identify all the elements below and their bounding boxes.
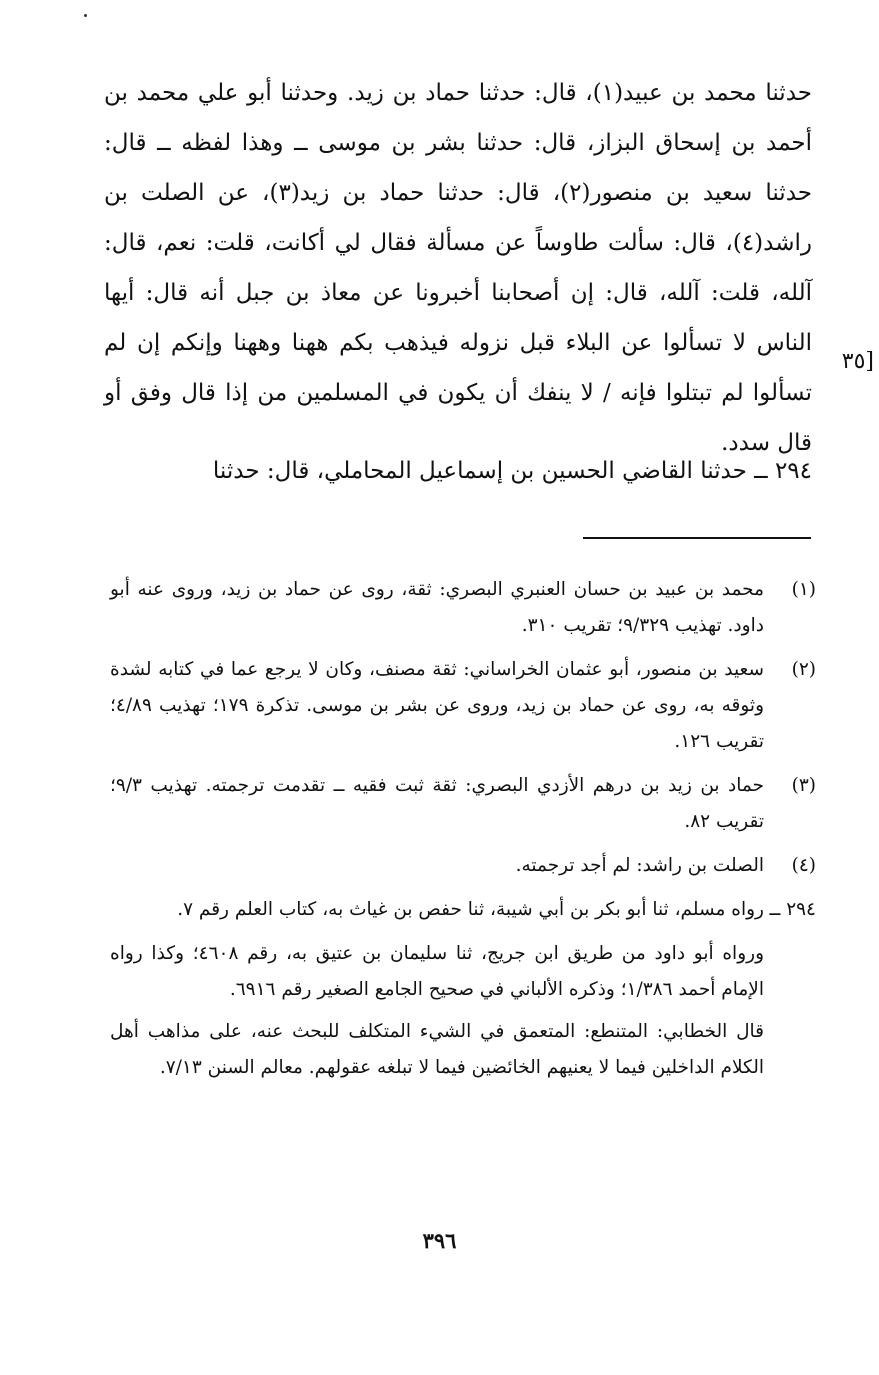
footnote-number: (٣) bbox=[791, 775, 816, 796]
manuscript-folio-marker: [٣٥ bbox=[841, 349, 874, 374]
scan-speck bbox=[84, 14, 87, 17]
footnote-294-continuation-1: ورواه أبو داود من طريق ابن جريج، ثنا سليمان بن عتيق به، رقم ٤٦٠٨؛ وكذا رواه الإمام أحمد ١/٣٨٦؛ وذكره الألباني في صحيح الجامع الصغير رقم ٦٩١٦. bbox=[110, 943, 764, 1000]
footnote-text: سعيد بن منصور، أبو عثمان الخراساني: ثقة مصنف، وكان لا يرجع عما في كتابه لشدة وثوقه به، روى عن حماد بن زيد، وروى عن بشر بن موسى. تذكرة ١٧٩؛ تهذيب ٤/٨٩؛ تقريب ١٢٦. bbox=[110, 659, 764, 752]
footnote-294-continuation-2: قال الخطابي: المتنطع: المتعمق في الشيء المتكلف للبحث عنه، على مذاهب أهل الكلام الداخلين فيما لا يعنيهم الخائضين فيما لا تبلغه عقولهم. معالم السنن ٧/١٣. bbox=[110, 1021, 764, 1078]
footnote-text: محمد بن عبيد بن حسان العنبري البصري: ثقة، روى عن حماد بن زيد، وروى عنه أبو داود. تهذيب ٩/٣٢٩؛ تقريب ٣١٠. bbox=[110, 579, 764, 636]
footnote-3 bbox=[110, 768, 816, 840]
main-text-block bbox=[104, 68, 812, 468]
footnote-text: الصلت بن راشد: لم أجد ترجمته. bbox=[515, 855, 764, 876]
footnote-number: (٢) bbox=[791, 659, 816, 680]
footnote-4 bbox=[110, 848, 816, 884]
main-paragraph: حدثنا محمد بن عبيد(١)، قال: حدثنا حماد بن زيد. وحدثنا أبو علي محمد بن أحمد بن إسحاق البزاز، قال: حدثنا بشر بن موسى ــ وهذا لفظه ــ قال: حدثنا سعيد بن منصور(٢)، قال: حدثنا حماد بن زيد(٣)، عن الصلت بن راشد(٤)، قال: سألت طاوساً عن مسألة فقال لي أكانت، قلت: نعم، قال: آلله، قلت: آلله، قال: إن أصحابنا أخبرونا عن معاذ بن جبل أنه قال: أيها الناس لا تسألوا عن البلاء قبل نزوله فيذهب بكم ههنا وههنا وإنكم إن لم تسألوا لم تبتلوا فإنه / لا ينفك أن يكون في المسلمين من إذا قال وفق أو قال سدد. bbox=[104, 80, 812, 456]
footnote-number: (٤) bbox=[791, 855, 816, 876]
footnote-number: (١) bbox=[791, 579, 816, 600]
page-number: ٣٩٦ bbox=[422, 1228, 457, 1253]
footnote-number: ٢٩٤ ــ bbox=[769, 899, 816, 920]
footnote-text: حماد بن زيد بن درهم الأزدي البصري: ثقة ثبت فقيه ــ تقدمت ترجمته. تهذيب ٩/٣؛ تقريب ٨٢. bbox=[110, 775, 764, 832]
footnote-separator-rule bbox=[583, 537, 811, 539]
footnote-1 bbox=[110, 572, 816, 644]
footnote-2 bbox=[110, 652, 816, 760]
footnote-text: رواه مسلم، ثنا أبو بكر بن أبي شيبة، ثنا حفص بن غياث به، كتاب العلم رقم ٧. bbox=[177, 899, 764, 920]
hadith-294-opening: ٢٩٤ ــ حدثنا القاضي الحسين بن إسماعيل المحاملي، قال: حدثنا bbox=[212, 458, 812, 484]
footnotes-section bbox=[110, 572, 816, 1092]
footnote-294 bbox=[110, 892, 816, 928]
